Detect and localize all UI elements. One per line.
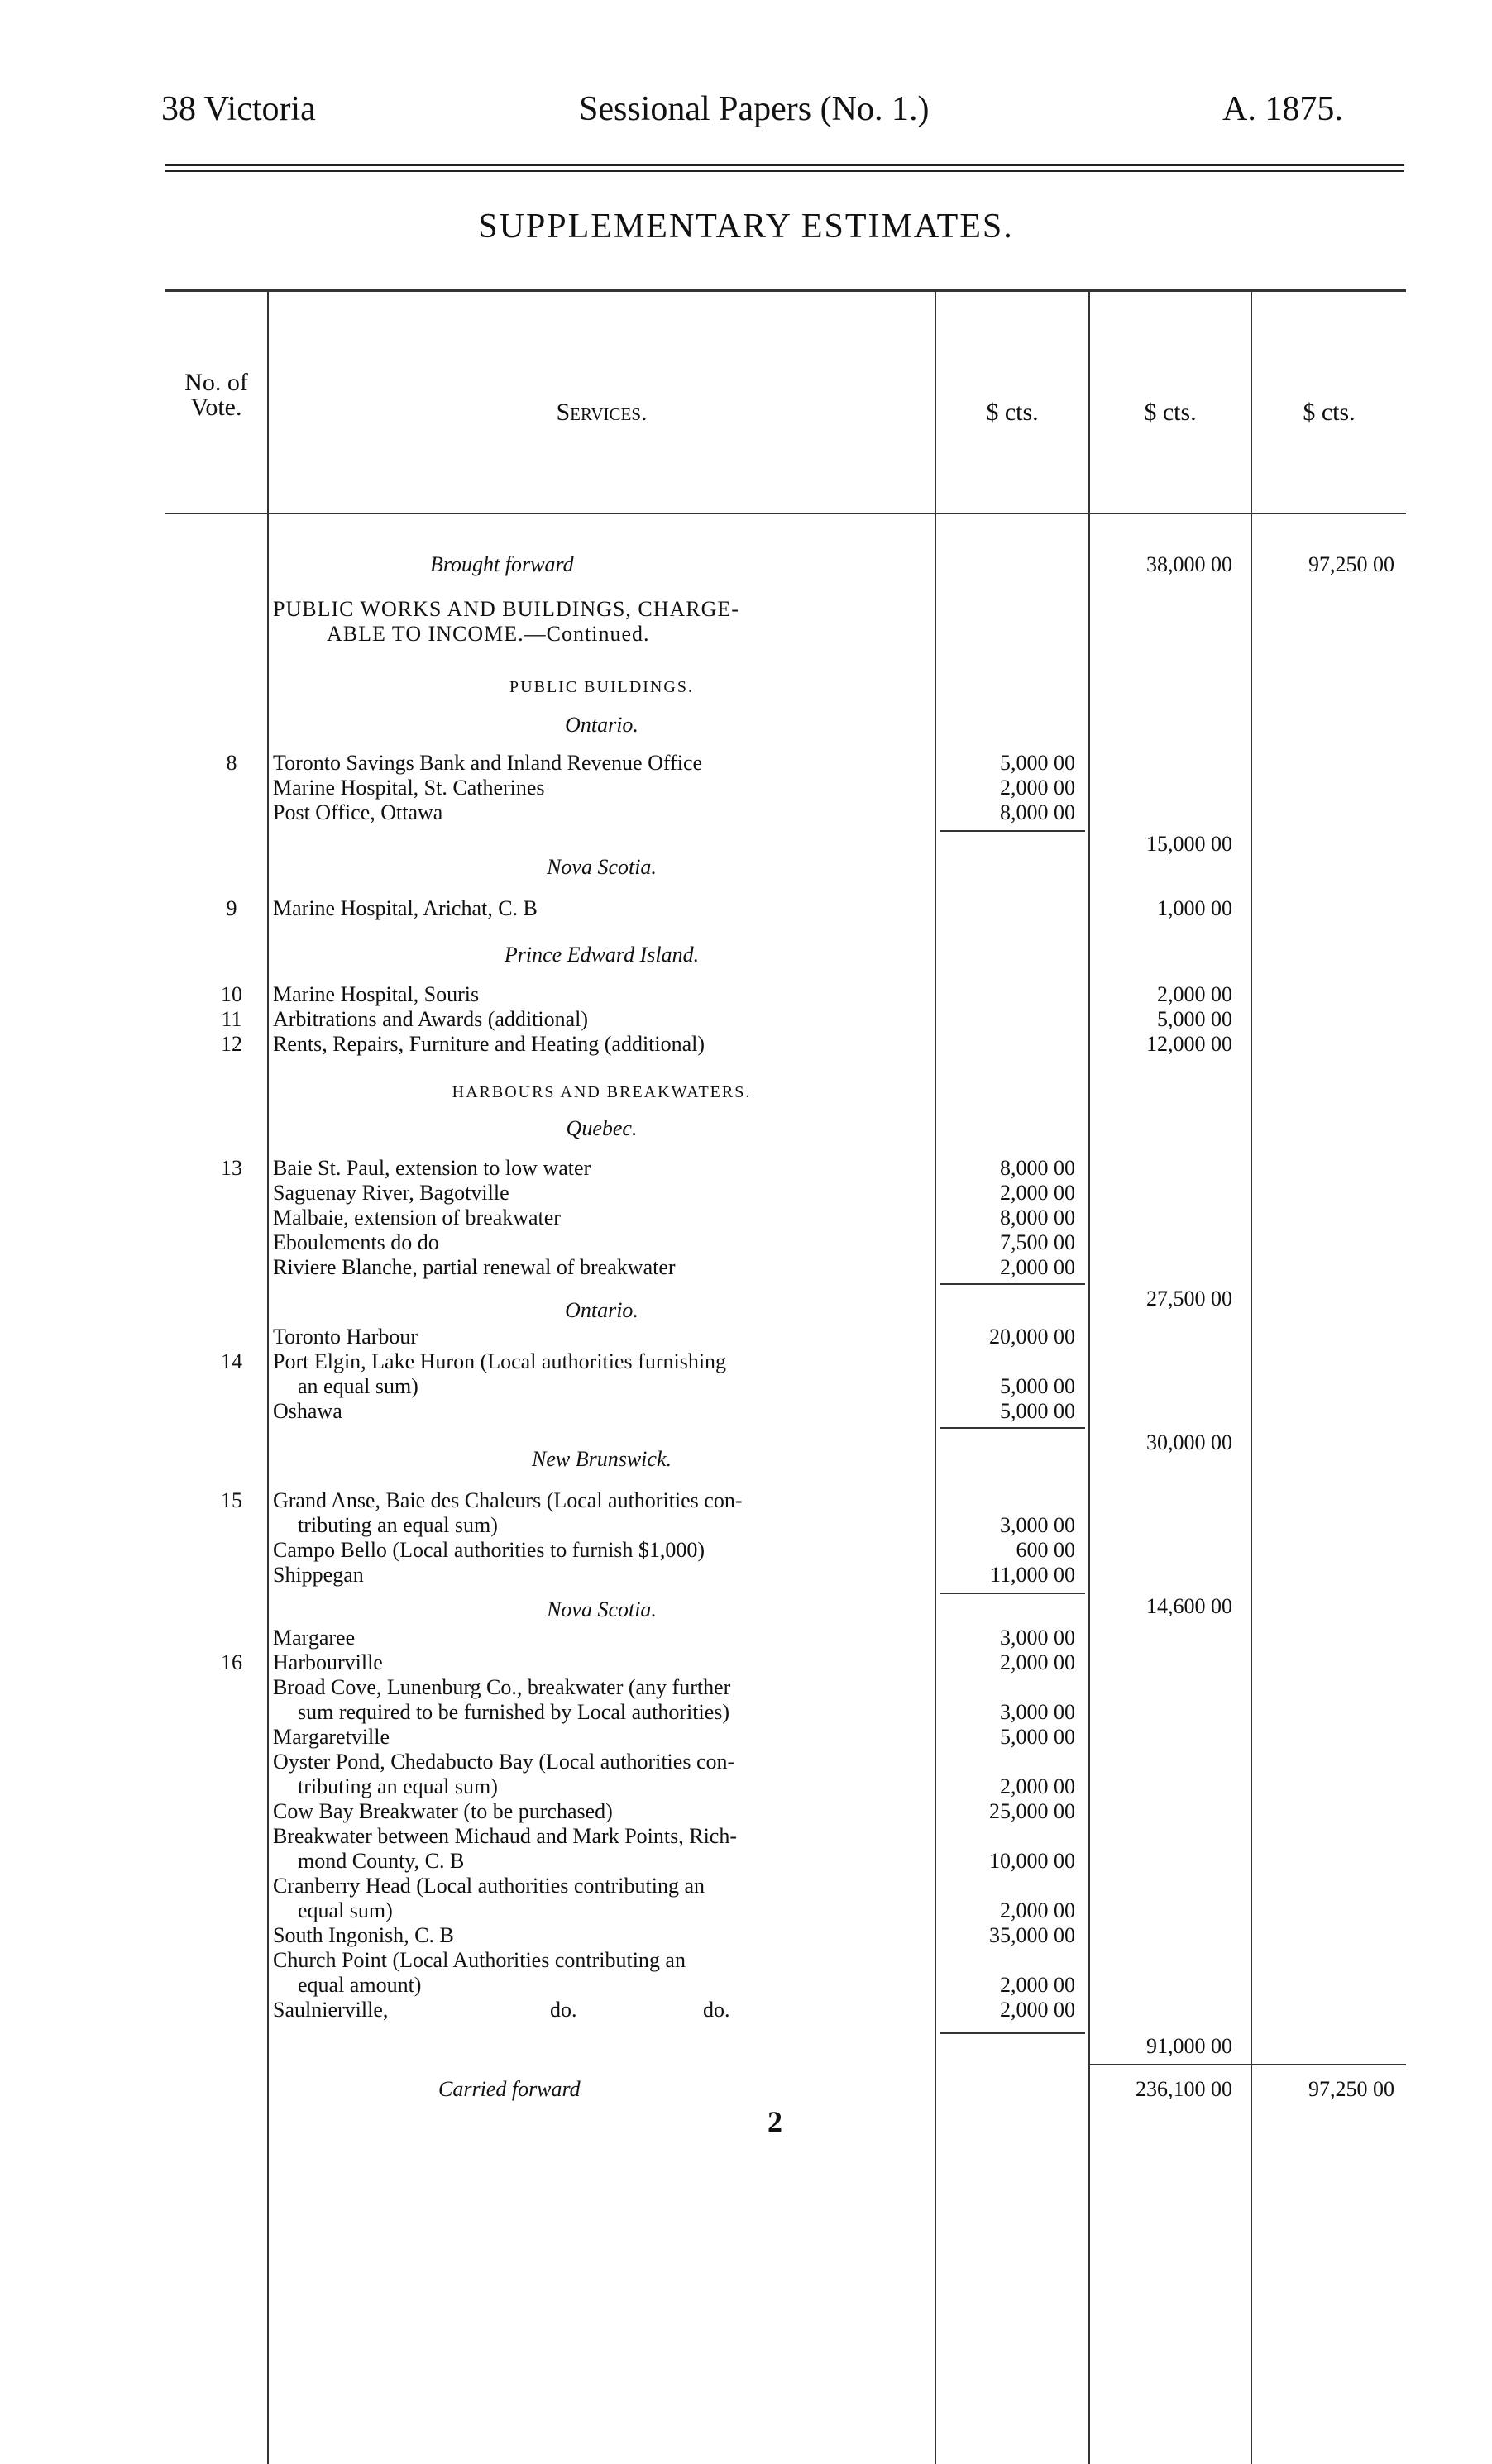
service-item: Cranberry Head (Local authorities contributing an [273, 1874, 705, 1898]
amount-c1: 5,000 00 [1000, 1399, 1075, 1423]
service-item: Saulnierville, [273, 1998, 389, 2022]
subtotal-c2: 14,600 00 [1146, 1594, 1232, 1618]
vote-number: 16 [221, 1650, 242, 1674]
amount-c1: 600 00 [1016, 1538, 1075, 1562]
col-head-vote-line2: Vote. [190, 394, 242, 421]
total-rule [1090, 2064, 1406, 2065]
service-item: Riviere Blanche, partial renewal of breakwater [273, 1255, 676, 1279]
page-title: SUPPLEMENTARY ESTIMATES. [478, 208, 1014, 246]
vote-number: 15 [221, 1488, 242, 1512]
province-ontario: Ontario. [565, 713, 638, 737]
subtotal-c2: 30,000 00 [1146, 1430, 1232, 1454]
amount-c2: 5,000 00 [1157, 1007, 1232, 1031]
service-item: Grand Anse, Baie des Chaleurs (Local authorities con- [273, 1488, 743, 1512]
col-head-c3: $ cts. [1303, 399, 1356, 426]
amount-c1: 3,000 00 [1000, 1626, 1075, 1650]
amount-c2: 1,000 00 [1157, 896, 1232, 920]
subtotal-rule [940, 1283, 1085, 1285]
col-head-services: Services. [556, 399, 648, 426]
brought-forward-c3: 97,250 00 [1308, 552, 1394, 576]
amount-c1: 5,000 00 [1000, 1374, 1075, 1398]
service-item-cont: equal amount) [298, 1973, 422, 1997]
header-center: Sessional Papers (No. 1.) [579, 90, 930, 128]
service-item-cont: tributing an equal sum) [298, 1513, 498, 1537]
vote-number: 8 [226, 751, 237, 775]
amount-c1: 8,000 00 [1000, 1156, 1075, 1180]
service-item: Oyster Pond, Chedabucto Bay (Local authorities con- [273, 1750, 735, 1774]
vote-number: 14 [221, 1349, 242, 1373]
header-rule-top [165, 164, 1404, 166]
service-item: South Ingonish, C. B [273, 1923, 454, 1947]
amount-c1: 5,000 00 [1000, 1725, 1075, 1749]
col-divider-services [935, 289, 936, 2464]
service-item: Cow Bay Breakwater (to be purchased) [273, 1799, 613, 1823]
header-rule-bottom [165, 170, 1404, 172]
service-item: Toronto Harbour [273, 1325, 418, 1349]
amount-c1: 2,000 00 [1000, 1898, 1075, 1922]
province-quebec: Quebec. [566, 1116, 638, 1140]
amount-c1: 5,000 00 [1000, 751, 1075, 775]
section-harbours: HARBOURS AND BREAKWATERS. [452, 1083, 752, 1101]
brought-forward-label: Brought forward [430, 552, 574, 576]
amount-c1: 25,000 00 [989, 1799, 1075, 1823]
province-ontario: Ontario. [565, 1298, 638, 1322]
amount-c1: 11,000 00 [989, 1563, 1075, 1587]
amount-c1: 3,000 00 [1000, 1513, 1075, 1537]
subtotal-rule [940, 1593, 1085, 1594]
province-new-brunswick: New Brunswick. [532, 1447, 672, 1471]
ditto-mark: do. [703, 1998, 730, 2022]
service-item: Marine Hospital, Arichat, C. B [273, 896, 538, 920]
service-item: Shippegan [273, 1563, 364, 1587]
header-left: 38 Victoria [161, 90, 316, 128]
subtotal-c2: 15,000 00 [1146, 832, 1232, 856]
service-item: Marine Hospital, St. Catherines [273, 776, 545, 800]
vote-number: 13 [221, 1156, 242, 1180]
vote-number: 12 [221, 1032, 242, 1056]
col-divider-c2 [1251, 289, 1252, 2464]
col-head-c1: $ cts. [986, 399, 1039, 426]
service-item-cont: equal sum) [298, 1898, 393, 1922]
service-item: Port Elgin, Lake Huron (Local authorities furnishing [273, 1349, 727, 1373]
service-item: Rents, Repairs, Furniture and Heating (additional) [273, 1032, 705, 1056]
header-right: A. 1875. [1222, 90, 1343, 128]
service-item: Breakwater between Michaud and Mark Points, Rich- [273, 1824, 738, 1848]
brought-forward-c2: 38,000 00 [1146, 552, 1232, 576]
col-head-c2: $ cts. [1144, 399, 1197, 426]
service-item: Campo Bello (Local authorities to furnish $1,000) [273, 1538, 705, 1562]
carried-forward-c3: 97,250 00 [1308, 2077, 1394, 2101]
page-number: 2 [768, 2105, 782, 2138]
service-item: Eboulements do do [273, 1230, 439, 1254]
service-item-cont: tributing an equal sum) [298, 1774, 498, 1798]
col-divider-vote [267, 289, 269, 2464]
service-item: Malbaie, extension of breakwater [273, 1206, 561, 1230]
subtotal-rule [940, 830, 1085, 832]
amount-c1: 2,000 00 [1000, 1181, 1075, 1205]
service-item: Broad Cove, Lunenburg Co., breakwater (any further [273, 1675, 731, 1699]
col-head-vote [165, 370, 267, 420]
main-heading-2: ABLE TO INCOME.—Continued. [327, 622, 650, 646]
service-item: Saguenay River, Bagotville [273, 1181, 509, 1205]
amount-c2: 12,000 00 [1146, 1032, 1232, 1056]
amount-c1: 35,000 00 [989, 1923, 1075, 1947]
service-item: Oshawa [273, 1399, 342, 1423]
service-item: Harbourville [273, 1650, 383, 1674]
amount-c1: 8,000 00 [1000, 800, 1075, 824]
service-item-cont: an equal sum) [298, 1374, 418, 1398]
subtotal-rule [940, 1427, 1085, 1429]
province-nova-scotia: Nova Scotia. [547, 1597, 657, 1621]
vote-number: 10 [221, 982, 242, 1006]
vote-number: 9 [226, 896, 237, 920]
amount-c1: 3,000 00 [1000, 1700, 1075, 1724]
amount-c1: 2,000 00 [1000, 1650, 1075, 1674]
subtotal-c2: 91,000 00 [1146, 2034, 1232, 2058]
subtotal-c2: 27,500 00 [1146, 1287, 1232, 1311]
amount-c1: 2,000 00 [1000, 1998, 1075, 2022]
service-item-cont: mond County, C. B [298, 1849, 465, 1873]
col-head-vote-line1: No. of [184, 369, 248, 396]
vote-number: 11 [221, 1007, 242, 1031]
service-item: Post Office, Ottawa [273, 800, 443, 824]
amount-c1: 2,000 00 [1000, 1973, 1075, 1997]
section-public-buildings: PUBLIC BUILDINGS. [509, 678, 694, 696]
amount-c1: 8,000 00 [1000, 1206, 1075, 1230]
service-item: Baie St. Paul, extension to low water [273, 1156, 591, 1180]
carried-forward-c2: 236,100 00 [1136, 2077, 1232, 2101]
table-top-rule [165, 289, 1406, 292]
amount-c2: 2,000 00 [1157, 982, 1232, 1006]
service-item: Margaree [273, 1626, 356, 1650]
service-item: Margaretville [273, 1725, 390, 1749]
col-divider-c1 [1088, 289, 1090, 2464]
service-item: Marine Hospital, Souris [273, 982, 480, 1006]
ditto-mark: do. [550, 1998, 577, 2022]
amount-c1: 2,000 00 [1000, 1255, 1075, 1279]
service-item: Church Point (Local Authorities contributing an [273, 1948, 686, 1972]
amount-c1: 7,500 00 [1000, 1230, 1075, 1254]
table-head-rule [165, 513, 1406, 514]
carried-forward-label: Carried forward [438, 2077, 581, 2101]
service-item-cont: sum required to be furnished by Local authorities) [298, 1700, 730, 1724]
amount-c1: 10,000 00 [989, 1849, 1075, 1873]
amount-c1: 2,000 00 [1000, 776, 1075, 800]
subtotal-rule [940, 2032, 1085, 2034]
amount-c1: 2,000 00 [1000, 1774, 1075, 1798]
service-item: Arbitrations and Awards (additional) [273, 1007, 589, 1031]
province-nova-scotia: Nova Scotia. [547, 855, 657, 879]
main-heading: PUBLIC WORKS AND BUILDINGS, CHARGE- [273, 597, 739, 621]
amount-c1: 20,000 00 [989, 1325, 1075, 1349]
service-item: Toronto Savings Bank and Inland Revenue Office [273, 751, 703, 775]
province-pei: Prince Edward Island. [504, 943, 700, 967]
